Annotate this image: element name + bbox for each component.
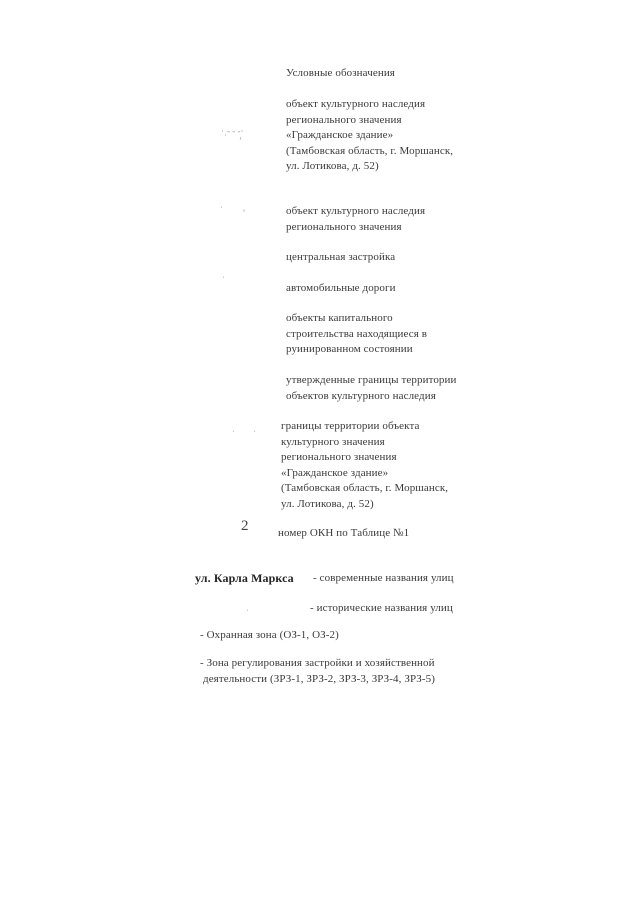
zone-regulation: - Зона регулирования застройки и хозяйственной деятельности (ЗРЗ-1, ЗРЗ-2, ЗРЗ-3, ЗРЗ-4, ЗРЗ-5) (200, 657, 436, 685)
legend-item-5: объекты капитального строительства находящиеся в руинированном состоянии (286, 312, 428, 355)
legend-number-sample: 2 (241, 518, 249, 534)
street-historic-symbol: ˌ (246, 601, 249, 611)
legend-symbol-road: ˌ (222, 268, 225, 278)
legend-symbol-boundary: ˌ ˌ (232, 422, 256, 432)
street-modern-name: ул. Карла Маркса (195, 571, 294, 585)
legend-item-1: объект культурного наследия регионального значения «Гражданское здание» (Тамбовская область, г. Моршанск, ул. Лотикова, д. 52) (286, 98, 454, 172)
legend-item-3: центральная застройка (286, 251, 396, 263)
legend-item-6: утвержденные границы территории объектов культурного наследия (286, 374, 457, 402)
zone-protect: - Охранная зона (ОЗ-1, ОЗ-2) (200, 629, 339, 641)
legend-symbol-okn: ˌ ʼ (220, 198, 246, 218)
legend-item-7: границы территории объекта культурного значения регионального значения «Гражданское здание» (Тамбовская область, г. Моршанск, ул. Лотикова, д. 52) (281, 420, 449, 510)
street-historic-desc: - исторические названия улиц (310, 602, 453, 614)
legend-title: Условные обозначения (286, 67, 395, 79)
legend-symbol-okn-52: ·ˌ- - -· ʼ (221, 126, 244, 146)
street-modern-desc: - современные названия улиц (313, 572, 454, 584)
legend-item-8: номер ОКН по Таблице №1 (278, 527, 410, 539)
legend-item-4: автомобильные дороги (286, 282, 396, 294)
legend-item-2: объект культурного наследия регионального значения (286, 205, 426, 233)
